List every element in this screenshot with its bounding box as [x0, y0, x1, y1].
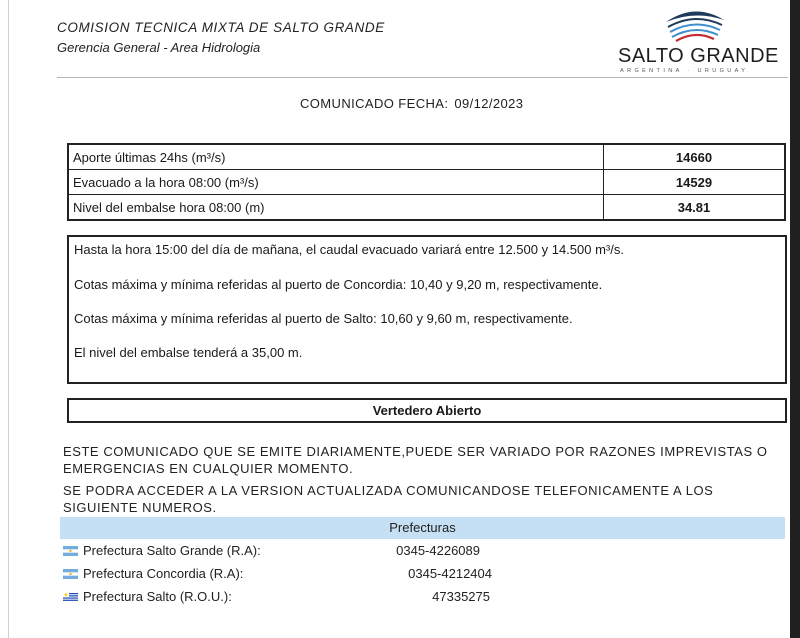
department-name: Gerencia General - Area Hidrologia: [57, 40, 261, 55]
warning-text: SIGUIENTE NUMEROS.: [63, 500, 217, 515]
prefectura-phone[interactable]: 0345-4226089: [396, 543, 480, 558]
forecast-notes-box: [67, 235, 787, 384]
measurement-value: 14529: [604, 170, 786, 195]
comunicado-date: 09/12/2023: [454, 96, 524, 111]
list-item: [63, 565, 763, 585]
page-left-edge: [8, 0, 9, 638]
prefectura-phone[interactable]: 0345-4212404: [408, 566, 492, 581]
prefectura-phone[interactable]: 47335275: [432, 589, 490, 604]
list-item: [63, 588, 763, 608]
forecast-note: Hasta la hora 15:00 del día de mañana, el caudal evacuado variará entre 12.500 y 14.500 m³/s.: [74, 242, 624, 257]
comunicado-label: COMUNICADO FECHA:: [300, 96, 449, 111]
measurement-label: Nivel del embalse hora 08:00 (m): [68, 195, 604, 221]
spillway-status: Vertedero Abierto: [67, 398, 787, 423]
prefectura-name: Prefectura Concordia (R.A):: [83, 566, 244, 581]
organization-name: COMISION TECNICA MIXTA DE SALTO GRANDE: [57, 20, 385, 35]
screen-edge: [790, 0, 800, 638]
prefectura-name: Prefectura Salto Grande (R.A):: [83, 543, 261, 558]
salto-grande-logo: [612, 8, 777, 78]
measurement-label: Aporte últimas 24hs (m³/s): [68, 144, 604, 170]
measurement-value: 34.81: [604, 195, 786, 221]
argentina-flag-icon: [63, 546, 78, 556]
forecast-note: El nivel del embalse tenderá a 35,00 m.: [74, 345, 303, 360]
forecast-note: Cotas máxima y mínima referidas al puerto de Salto: 10,60 y 9,60 m, respectivamente.: [74, 311, 573, 326]
measurement-value: 14660: [604, 144, 786, 170]
table-row: [68, 144, 785, 170]
table-row: [68, 195, 785, 221]
warning-text: ESTE COMUNICADO QUE SE EMITE DIARIAMENTE,PUEDE SER VARIADO POR RAZONES IMPREVISTAS O: [63, 444, 768, 459]
header-divider: [57, 77, 788, 78]
warning-text: EMERGENCIAS EN CUALQUIER MOMENTO.: [63, 461, 354, 476]
list-item: [63, 542, 763, 562]
argentina-flag-icon: [63, 569, 78, 579]
uruguay-flag-icon: [63, 592, 78, 602]
comunicado-date-line: [300, 96, 523, 111]
logo-countries-text: ARGENTINA · URUGUAY: [620, 68, 749, 74]
measurements-table: [67, 143, 786, 221]
forecast-note: Cotas máxima y mínima referidas al puerto de Concordia: 10,40 y 9,20 m, respectivamente.: [74, 277, 603, 292]
warning-text: SE PODRA ACCEDER A LA VERSION ACTUALIZADA COMUNICANDOSE TELEFONICAMENTE A LOS: [63, 483, 714, 498]
waves-logo-icon: [662, 8, 728, 44]
prefectura-name: Prefectura Salto (R.O.U.):: [83, 589, 232, 604]
measurement-label: Evacuado a la hora 08:00 (m³/s): [68, 170, 604, 195]
table-row: [68, 170, 785, 195]
prefecturas-header: Prefecturas: [60, 517, 785, 539]
logo-brand-text: SALTO GRANDE: [618, 45, 779, 67]
